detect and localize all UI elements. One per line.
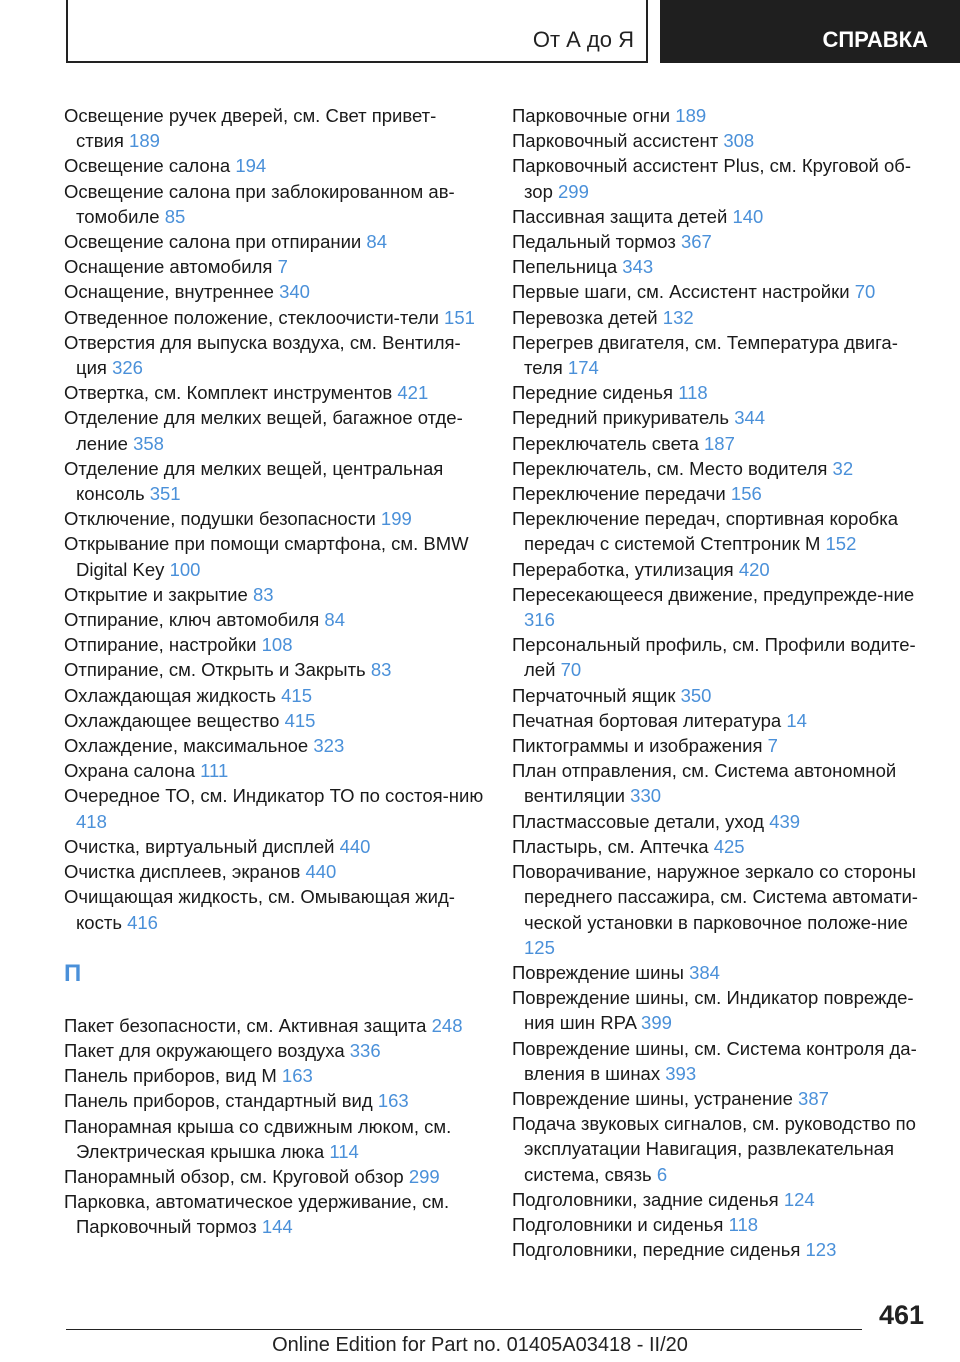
- index-entry-text: Оснащение автомобиля: [64, 256, 273, 278]
- index-entry-page-link[interactable]: 384: [689, 961, 720, 983]
- index-entry-page-link[interactable]: 83: [370, 659, 392, 681]
- index-entry-page-link[interactable]: 151: [444, 306, 475, 328]
- index-entry-page-link[interactable]: 7: [277, 256, 288, 278]
- index-entry: [64, 1189, 484, 1239]
- index-entry: [512, 1086, 932, 1111]
- index-entry-page-link[interactable]: 326: [112, 357, 143, 379]
- index-entry-page-link[interactable]: 132: [662, 306, 694, 328]
- index-entry: [64, 531, 484, 581]
- index-entry-page-link[interactable]: 32: [832, 457, 854, 479]
- index-entry-page-link[interactable]: 163: [377, 1090, 409, 1112]
- index-entry-text: Переключатель, см. Место водителя: [512, 457, 828, 479]
- index-entry-text: Оснащение, внутреннее: [64, 281, 274, 303]
- index-entry: [512, 1212, 932, 1237]
- index-entry-text: Очередное ТО, см. Индикатор ТО по состоя‐нию: [64, 785, 484, 807]
- index-entry-page-link[interactable]: 421: [397, 382, 429, 404]
- index-entry-page-link[interactable]: 163: [281, 1065, 313, 1087]
- index-entry: [512, 330, 932, 380]
- index-entry-page-link[interactable]: 100: [169, 558, 201, 580]
- index-entry: [64, 405, 484, 455]
- index-entry-text: Пассивная защита детей: [512, 205, 728, 227]
- index-entry: [64, 657, 484, 682]
- index-entry-text: Отведенное положение, стеклоочисти‐тели: [64, 306, 439, 328]
- index-entry-text: Охлаждающее вещество: [64, 709, 280, 731]
- index-entry: [512, 405, 932, 430]
- footer-divider: [66, 1329, 862, 1330]
- index-entry: [512, 1187, 932, 1212]
- index-entry-page-link[interactable]: 199: [380, 508, 412, 530]
- index-group-p: [64, 1013, 484, 1240]
- index-entry-page-link[interactable]: 330: [630, 785, 662, 807]
- index-entry-text: Повреждение шины, устранение: [512, 1087, 793, 1109]
- index-entry-page-link[interactable]: 308: [723, 130, 755, 152]
- index-entry-page-link[interactable]: 85: [164, 205, 186, 227]
- index-entry: [512, 708, 932, 733]
- header-active-tab-label[interactable]: СПРАВКА: [822, 27, 928, 52]
- index-entry-text: Пакет безопасности, см. Активная защита: [64, 1014, 427, 1036]
- index-entry: [512, 1111, 932, 1187]
- index-entry: [64, 1114, 484, 1164]
- section-letter: П: [64, 959, 82, 987]
- index-entry-text: Пакет для окружающего воздуха: [64, 1039, 345, 1061]
- index-entry-page-link[interactable]: 83: [252, 583, 274, 605]
- index-entry-text: Отделение для мелких вещей, багажное отде‐ление: [64, 407, 463, 454]
- index-entry-page-link[interactable]: 440: [305, 861, 337, 883]
- index-entry-text: Педальный тормоз: [512, 231, 676, 253]
- index-entry: [64, 254, 484, 279]
- index-entry: [64, 733, 484, 758]
- index-entry-text: Отверстия для выпуска воздуха, см. Вентиля‐ция: [64, 331, 461, 379]
- index-entry: [64, 380, 484, 405]
- index-entry: [512, 1237, 932, 1262]
- index-entry-page-link[interactable]: 111: [200, 760, 229, 782]
- index-entry-text: Очистка дисплеев, экранов: [64, 861, 301, 883]
- index-entry-page-link[interactable]: 420: [738, 558, 770, 580]
- index-entry: [512, 254, 932, 279]
- index-entry-page-link[interactable]: 114: [329, 1140, 359, 1162]
- index-entry: [64, 506, 484, 531]
- index-entry: [512, 582, 932, 632]
- index-entry-page-link[interactable]: 187: [704, 432, 735, 454]
- index-entry-page-link[interactable]: 118: [678, 382, 708, 404]
- index-entry-text: Отключение, подушки безопасности: [64, 508, 376, 530]
- index-entry-text: Панель приборов, вид M: [64, 1065, 277, 1087]
- index-entry: [64, 305, 484, 330]
- index-entry-text: Пластырь, см. Аптечка: [512, 835, 709, 857]
- index-entry: [512, 128, 932, 153]
- index-entry-text: Повреждение шины: [512, 961, 684, 983]
- index-entry: [512, 153, 932, 203]
- index-entry-page-link[interactable]: 189: [129, 130, 160, 152]
- index-entry-page-link[interactable]: 6: [656, 1163, 668, 1185]
- index-entry: [512, 431, 932, 456]
- index-entry-page-link[interactable]: 123: [805, 1239, 837, 1261]
- index-entry: [512, 557, 932, 582]
- index-entry-text: Охрана салона: [64, 760, 195, 782]
- index-entry-text: Парковочный ассистент Plus, см. Круговой об‐зор: [512, 155, 912, 202]
- index-entry-text: Поворачивание, наружное зеркало со стороны переднего пассажира, см. Система автомати‐ческой установки в парковочное положе‐ние: [512, 861, 918, 933]
- index-entry: [512, 380, 932, 405]
- index-entry-text: Охлаждение, максимальное: [64, 735, 309, 757]
- index-entry-page-link[interactable]: 189: [675, 105, 707, 126]
- header-active-tab[interactable]: [660, 0, 960, 63]
- index-entry-text: Панорамный обзор, см. Круговой обзор: [64, 1165, 404, 1187]
- index-entry: [64, 1164, 484, 1189]
- index-entry: [512, 834, 932, 859]
- index-entry: [64, 153, 484, 178]
- index-entry-page-link[interactable]: 323: [313, 735, 345, 757]
- index-entry: [512, 683, 932, 708]
- index-entry-text: Повреждение шины, см. Индикатор поврежде‐ния шин RPA: [512, 987, 914, 1034]
- index-entry: [64, 683, 484, 708]
- index-entry-page-link[interactable]: 299: [408, 1165, 440, 1187]
- index-entry-page-link[interactable]: 84: [324, 609, 345, 631]
- index-entry-text: Охлаждающая жидкость: [64, 684, 276, 706]
- index-entry-page-link[interactable]: 351: [149, 483, 181, 505]
- index-entry: [512, 960, 932, 985]
- index-entry: [512, 103, 932, 128]
- index-entry-page-link[interactable]: 425: [713, 835, 745, 857]
- index-entry-text: Первые шаги, см. Ассистент настройки: [512, 281, 850, 303]
- index-entry-text: Передние сиденья: [512, 382, 674, 404]
- index-group-p-continued: [512, 103, 932, 1262]
- index-entry-page-link[interactable]: 174: [567, 357, 599, 379]
- header-tab-box: [66, 0, 648, 63]
- index-entry: [64, 859, 484, 884]
- index-entry-page-link[interactable]: 84: [366, 231, 387, 253]
- index-entry-text: Перчаточный ящик: [512, 684, 676, 706]
- index-entry: [64, 607, 484, 632]
- index-entry-page-link[interactable]: 70: [854, 281, 876, 303]
- index-entry-page-link[interactable]: 399: [641, 1012, 672, 1034]
- index-entry-text: Подача звуковых сигналов, см. руководство по эксплуатации Навигация, развлекательная система, связь: [512, 1113, 916, 1185]
- index-entry-page-link[interactable]: 194: [235, 155, 267, 177]
- index-entry-text: Панель приборов, стандартный вид: [64, 1090, 373, 1112]
- index-entry-text: Подголовники, задние сиденья: [512, 1188, 779, 1210]
- index-entry-text: Пиктограммы и изображения: [512, 735, 763, 757]
- index-entry: [64, 1038, 484, 1063]
- index-entry: [64, 582, 484, 607]
- index-entry: [64, 783, 484, 833]
- index-entry-text: Отпирание, настройки: [64, 634, 257, 656]
- index-entry: [512, 632, 932, 682]
- index-entry: [512, 456, 932, 481]
- index-entry-page-link[interactable]: 440: [339, 835, 371, 857]
- index-entry-text: Повреждение шины, см. Система контроля да‐вления в шинах: [512, 1037, 917, 1084]
- index-entry-text: Перегрев двигателя, см. Температура двига‐теля: [512, 331, 898, 379]
- index-entry-page-link[interactable]: 124: [783, 1188, 815, 1210]
- index-entry-page-link[interactable]: 439: [769, 810, 801, 832]
- index-entry-text: План отправления, см. Система автономной вентиляции: [512, 760, 897, 807]
- index-entry-page-link[interactable]: 140: [732, 205, 764, 227]
- index-entry-text: Подголовники, передние сиденья: [512, 1239, 801, 1261]
- index-entry: [512, 279, 932, 304]
- index-entry-text: Переключение передач, спортивная коробка передач с системой Стептроник M: [512, 508, 898, 555]
- index-entry-text: Освещение ручек дверей, см. Свет привет‐ствия: [64, 105, 437, 152]
- index-entry-text: Очистка, виртуальный дисплей: [64, 835, 335, 857]
- index-entry: [64, 1013, 484, 1038]
- index-entry-page-link[interactable]: 418: [76, 810, 107, 832]
- index-entry-text: Открывание при помощи смартфона, см. BMW Digital Key: [64, 533, 469, 580]
- index-entry: [64, 884, 484, 934]
- index-entry-page-link[interactable]: 14: [786, 709, 807, 731]
- index-entry-text: Отпирание, ключ автомобиля: [64, 609, 320, 631]
- index-entry: [512, 506, 932, 556]
- index-entry: [512, 481, 932, 506]
- index-entry-text: Переработка, утилизация: [512, 558, 734, 580]
- index-entry-page-link[interactable]: 416: [127, 911, 158, 933]
- index-entry: [64, 1063, 484, 1088]
- index-group-o: [64, 103, 484, 935]
- index-entry-page-link[interactable]: 415: [284, 709, 316, 731]
- index-entry: [64, 758, 484, 783]
- index-entry-text: Отделение для мелких вещей, центральная консоль: [64, 457, 444, 505]
- index-entry-text: Парковочный ассистент: [512, 130, 719, 152]
- index-entry: [64, 179, 484, 229]
- index-entry-text: Пепельница: [512, 256, 618, 278]
- index-entry-page-link[interactable]: 367: [680, 231, 712, 253]
- index-column-left: [64, 103, 484, 1240]
- index-entry-page-link[interactable]: 358: [133, 432, 164, 454]
- index-entry-text: Парковка, автоматическое удерживание, см. Парковочный тормоз: [64, 1191, 450, 1238]
- index-entry-text: Переключение передачи: [512, 483, 726, 505]
- index-entry-page-link[interactable]: 340: [279, 281, 310, 303]
- footer-edition-text: Online Edition for Part no. 01405A03418 - II/20: [272, 1334, 688, 1356]
- index-entry-page-link[interactable]: 118: [728, 1213, 759, 1235]
- index-entry-text: Печатная бортовая литература: [512, 709, 782, 731]
- index-entry-text: Парковочные огни: [512, 105, 671, 126]
- index-entry-page-link[interactable]: 152: [825, 533, 857, 555]
- index-entry: [64, 632, 484, 657]
- index-entry-text: Открытие и закрытие: [64, 583, 248, 605]
- index-entry-page-link[interactable]: 415: [281, 684, 312, 706]
- index-entry: [64, 279, 484, 304]
- index-entry-page-link[interactable]: 144: [261, 1216, 293, 1238]
- index-entry-page-link[interactable]: 350: [680, 684, 712, 706]
- index-entry-text: Отпирание, см. Открыть и Закрыть: [64, 659, 366, 681]
- header-tab-label[interactable]: От А до Я: [532, 27, 634, 52]
- index-entry-page-link[interactable]: 387: [798, 1087, 829, 1109]
- index-entry-text: Освещение салона: [64, 155, 231, 177]
- index-entry: [512, 1036, 932, 1086]
- index-entry: [64, 1088, 484, 1113]
- index-entry: [512, 305, 932, 330]
- index-entry-text: Перевозка детей: [512, 306, 658, 328]
- index-entry-page-link[interactable]: 344: [734, 407, 766, 429]
- index-entry-page-link[interactable]: 248: [431, 1014, 463, 1036]
- index-entry-page-link[interactable]: 316: [524, 609, 555, 631]
- index-entry: [64, 229, 484, 254]
- index-column-right: [512, 103, 932, 1262]
- index-entry-page-link[interactable]: 125: [524, 936, 555, 958]
- index-entry-text: Очищающая жидкость, см. Омывающая жид‐кость: [64, 886, 455, 933]
- index-entry-text: Освещение салона при заблокированном ав‐томобиле: [64, 180, 455, 227]
- index-entry: [512, 758, 932, 808]
- index-entry-text: Персональный профиль, см. Профили водите‐лей: [512, 634, 916, 681]
- index-entry: [64, 330, 484, 380]
- index-entry: [512, 859, 932, 960]
- index-entry-text: Отвертка, см. Комплект инструментов: [64, 382, 393, 404]
- index-entry: [64, 103, 484, 153]
- index-entry: [64, 708, 484, 733]
- index-entry-text: Освещение салона при отпирании: [64, 231, 362, 253]
- index-entry: [64, 456, 484, 506]
- index-entry-text: Панорамная крыша со сдвижным люком, см. Электрическая крышка люка: [64, 1115, 452, 1162]
- index-entry-page-link[interactable]: 7: [767, 735, 778, 757]
- index-entry: [512, 809, 932, 834]
- index-entry: [512, 985, 932, 1035]
- index-entry-text: Передний прикуриватель: [512, 407, 730, 429]
- index-entry-page-link[interactable]: 393: [665, 1062, 697, 1084]
- index-entry-text: Подголовники и сиденья: [512, 1213, 724, 1235]
- index-entry-page-link[interactable]: 70: [560, 659, 582, 681]
- index-entry-page-link[interactable]: 108: [261, 634, 293, 656]
- index-entry: [512, 204, 932, 229]
- index-entry-page-link[interactable]: 343: [622, 256, 654, 278]
- index-entry-text: Пластмассовые детали, уход: [512, 810, 765, 832]
- page-number: 461: [878, 1300, 924, 1330]
- index-entry: [512, 733, 932, 758]
- index-entry-text: Пересекающееся движение, предупрежде‐ние: [512, 583, 915, 605]
- index-entry-page-link[interactable]: 336: [349, 1039, 381, 1061]
- index-entry-text: Переключатель света: [512, 432, 699, 454]
- index-entry-page-link[interactable]: 299: [558, 180, 589, 202]
- index-entry: [512, 229, 932, 254]
- index-entry: [64, 834, 484, 859]
- index-entry-page-link[interactable]: 156: [730, 483, 762, 505]
